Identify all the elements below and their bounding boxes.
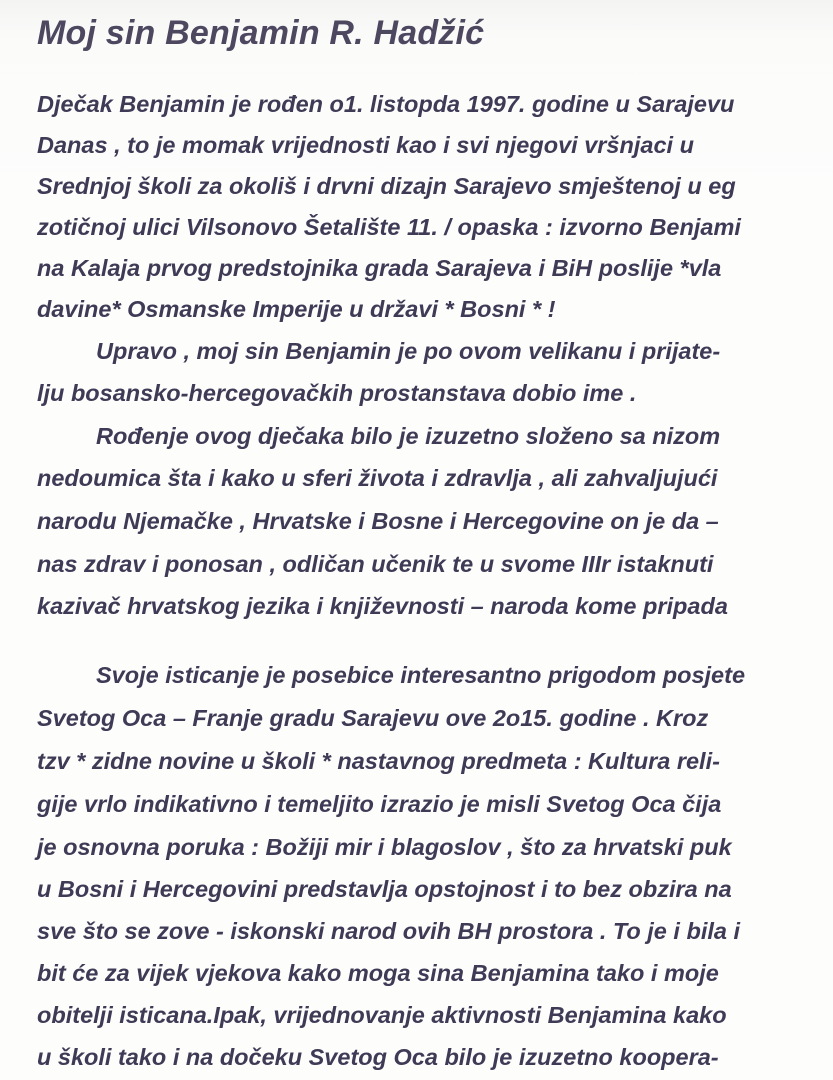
text-line: gije vrlo indikativno i temeljito izrazio je misli Svetog Oca čija: [37, 791, 722, 817]
text-line: Dječak Benjamin je rođen o1. listopda 1997. godine u Sarajevu: [37, 91, 735, 117]
text-line: je osnovna poruka : Božiji mir i blagoslov , što za hrvatski puk: [37, 834, 732, 860]
text-line: obitelji isticana.Ipak, vrijednovanje aktivnosti Benjamina kako: [37, 1002, 727, 1028]
text-line: tzv * zidne novine u školi * nastavnog predmeta : Kultura reli-: [37, 748, 720, 774]
text-line: zotičnoj ulici Vilsonovo Šetalište 11. / opaska : izvorno Benjami: [37, 214, 741, 240]
text-line: Danas , to je momak vrijednosti kao i svi njegovi vršnjaci u: [37, 132, 694, 158]
text-line: u školi tako i na dočeku Svetog Oca bilo je izuzetno koopera-: [37, 1044, 719, 1070]
document-title: Moj sin Benjamin R. Hadžić: [37, 14, 485, 52]
text-line: u Bosni i Hercegovini predstavlja opstojnost i to bez obzira na: [37, 876, 732, 902]
text-line: Rođenje ovog dječaka bilo je izuzetno složeno sa nizom: [96, 423, 721, 449]
text-line: narodu Njemačke , Hrvatske i Bosne i Hercegovine on je da –: [37, 508, 719, 534]
text-line: Svetog Oca – Franje gradu Sarajevu ove 2o15. godine . Kroz: [37, 705, 709, 731]
text-line: nedoumica šta i kako u sferi života i zdravlja , ali zahvaljujući: [37, 465, 718, 491]
text-line: sve što se zove - iskonski narod ovih BH prostora . To je i bila i: [37, 918, 741, 944]
text-line: Upravo , moj sin Benjamin je po ovom velikanu i prijate-: [96, 338, 721, 364]
text-line: bit će za vijek vjekova kako moga sina Benjamina tako i moje: [37, 960, 719, 986]
text-line: Srednjoj školi za okoliš i drvni dizajn Sarajevo smještenoj u eg: [37, 173, 736, 199]
text-line: kazivač hrvatskog jezika i književnosti – naroda kome pripada: [37, 593, 728, 619]
text-line: davine* Osmanske Imperije u državi * Bosni * !: [37, 296, 556, 322]
text-line: na Kalaja prvog predstojnika grada Sarajeva i BiH poslije *vla: [37, 255, 722, 281]
text-line: nas zdrav i ponosan , odličan učenik te u svome IIIr istaknuti: [37, 551, 714, 577]
text-line: lju bosansko-hercegovačkih prostanstava dobio ime .: [37, 380, 637, 406]
text-line: Svoje isticanje je posebice interesantno prigodom posjete: [96, 662, 746, 688]
